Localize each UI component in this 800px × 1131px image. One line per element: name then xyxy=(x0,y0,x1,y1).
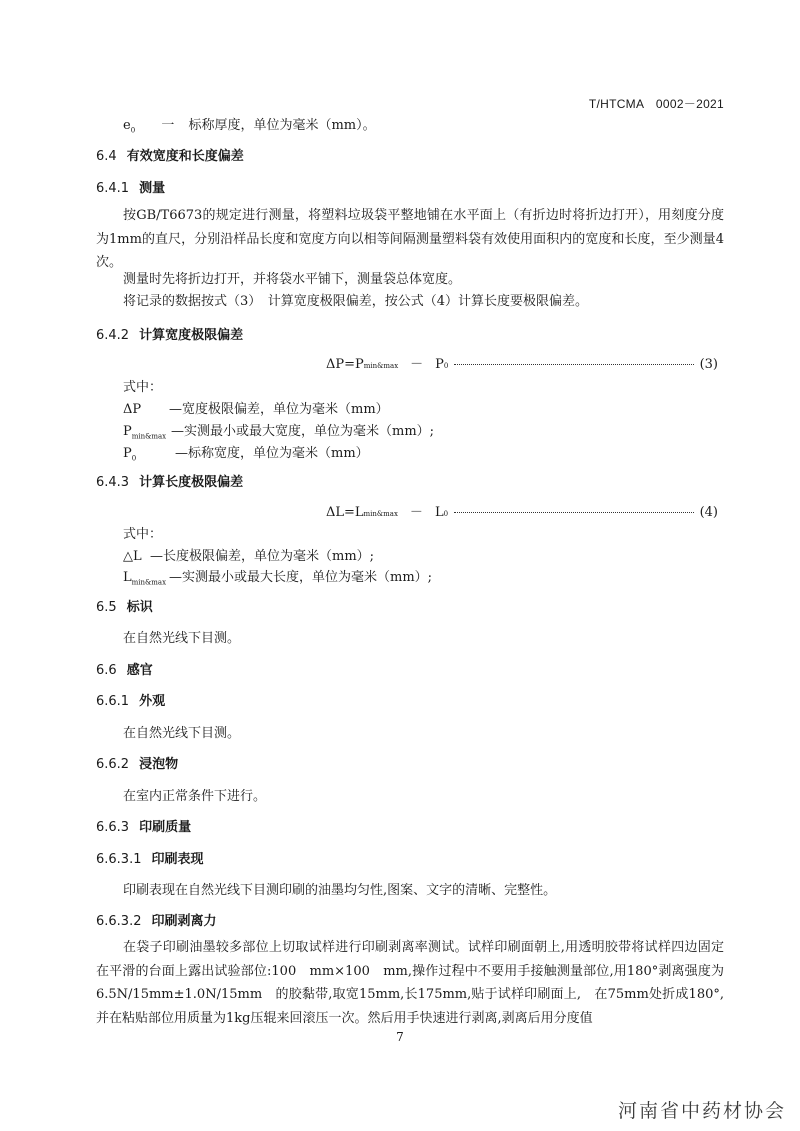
top-item: $e_0$ 一 标称厚度，单位为毫米（mm）。 xyxy=(123,118,376,135)
standard-number: T/HTCMA 0002－2021 xyxy=(588,97,724,111)
section-6-4-1-para1: 按GB/T6673的规定进行测量，将塑料垃圾袋平整地铺在水平面上（有折边时将折边打开），用刻度分度为1mm的直尺，分别沿样品长度和宽度方向以相等间隔测量塑料袋有效使用面积内的宽度和长度，至少测量4次。 xyxy=(96,208,724,270)
section-6-4-2-where: 式中： xyxy=(123,380,163,395)
section-6-6-2-heading: 6.6.2 浸泡物 xyxy=(96,757,179,772)
term-delta-p: ΔP —宽度极限偏差，单位为毫米（mm） xyxy=(123,402,389,417)
term-l-minmax: $L_{min\&max}$ —实测最小或最大长度，单位为毫米（mm）; xyxy=(123,570,433,587)
section-6-4-heading: 6.4 有效宽度和长度偏差 xyxy=(96,149,244,164)
section-6-6-heading: 6.6 感官 xyxy=(96,663,153,678)
formula-3: ΔP=P min&max － P 0 (3) xyxy=(326,357,718,372)
section-6-6-1-heading: 6.6.1 外观 xyxy=(96,694,166,709)
section-6-5-text: 在自然光线下目测。 xyxy=(123,631,241,646)
formula-leader-dots xyxy=(454,512,694,513)
section-6-6-3-1-text: 印刷表现在自然光线下目测印刷的油墨均匀性,图案、文字的清晰、完整性。 xyxy=(123,883,557,898)
section-6-4-1-para3: 将记录的数据按式（3） 计算宽度极限偏差，按公式（4）计算长度要极限偏差。 xyxy=(123,294,589,309)
section-6-6-3-1-heading: 6.6.3.1 印刷表现 xyxy=(96,852,204,867)
footer-organization: 河南省中药材协会 xyxy=(617,1100,786,1122)
section-6-6-2-text: 在室内正常条件下进行。 xyxy=(123,789,267,804)
section-6-6-1-text: 在自然光线下目测。 xyxy=(123,726,241,741)
page-number: 7 xyxy=(396,1030,404,1044)
section-6-6-3-2-heading: 6.6.3.2 印刷剥离力 xyxy=(96,914,217,929)
section-6-5-heading: 6.5 标识 xyxy=(96,600,153,615)
section-6-6-3-2-text: 在袋子印刷油墨较多部位上切取试样进行印刷剥离率测试。试样印刷面朝上,用透明胶带将试样四边固定在平滑的台面上露出试验部位:100 mm×100 mm,操作过程中不要用手接触测量部位,用180°剥离强度为6.5N/15mm±1.0N/15mm 的胶黏带,取宽15mm,长175mm,贴于试样印刷面上, 在75mm处折成180°,并在粘贴部位用质量为1kg压辊来回滚压一次。然后用手快速进行剥离,剥离后用分度值 xyxy=(96,940,724,1026)
term-p-minmax: $P_{min\&max}$ —实测最小或最大宽度，单位为毫米（mm）; xyxy=(123,424,435,441)
section-6-4-1-para2: 测量时先将折边打开，并将袋水平铺下，测量袋总体宽度。 xyxy=(123,272,462,287)
formula-leader-dots xyxy=(454,364,693,365)
formula-4: ΔL=L min&max － L 0 (4) xyxy=(326,505,718,520)
term-delta-l: △L —长度极限偏差，单位为毫米（mm）; xyxy=(123,549,375,564)
term-p0: $P_0$ —标称宽度，单位为毫米（mm） xyxy=(123,446,369,463)
section-6-4-1-heading: 6.4.1 测量 xyxy=(96,181,166,196)
section-6-4-3-heading: 6.4.3 计算长度极限偏差 xyxy=(96,475,244,490)
section-6-4-3-where: 式中： xyxy=(123,527,163,542)
section-6-4-2-heading: 6.4.2 计算宽度极限偏差 xyxy=(96,328,244,343)
section-6-6-3-heading: 6.6.3 印刷质量 xyxy=(96,820,192,835)
